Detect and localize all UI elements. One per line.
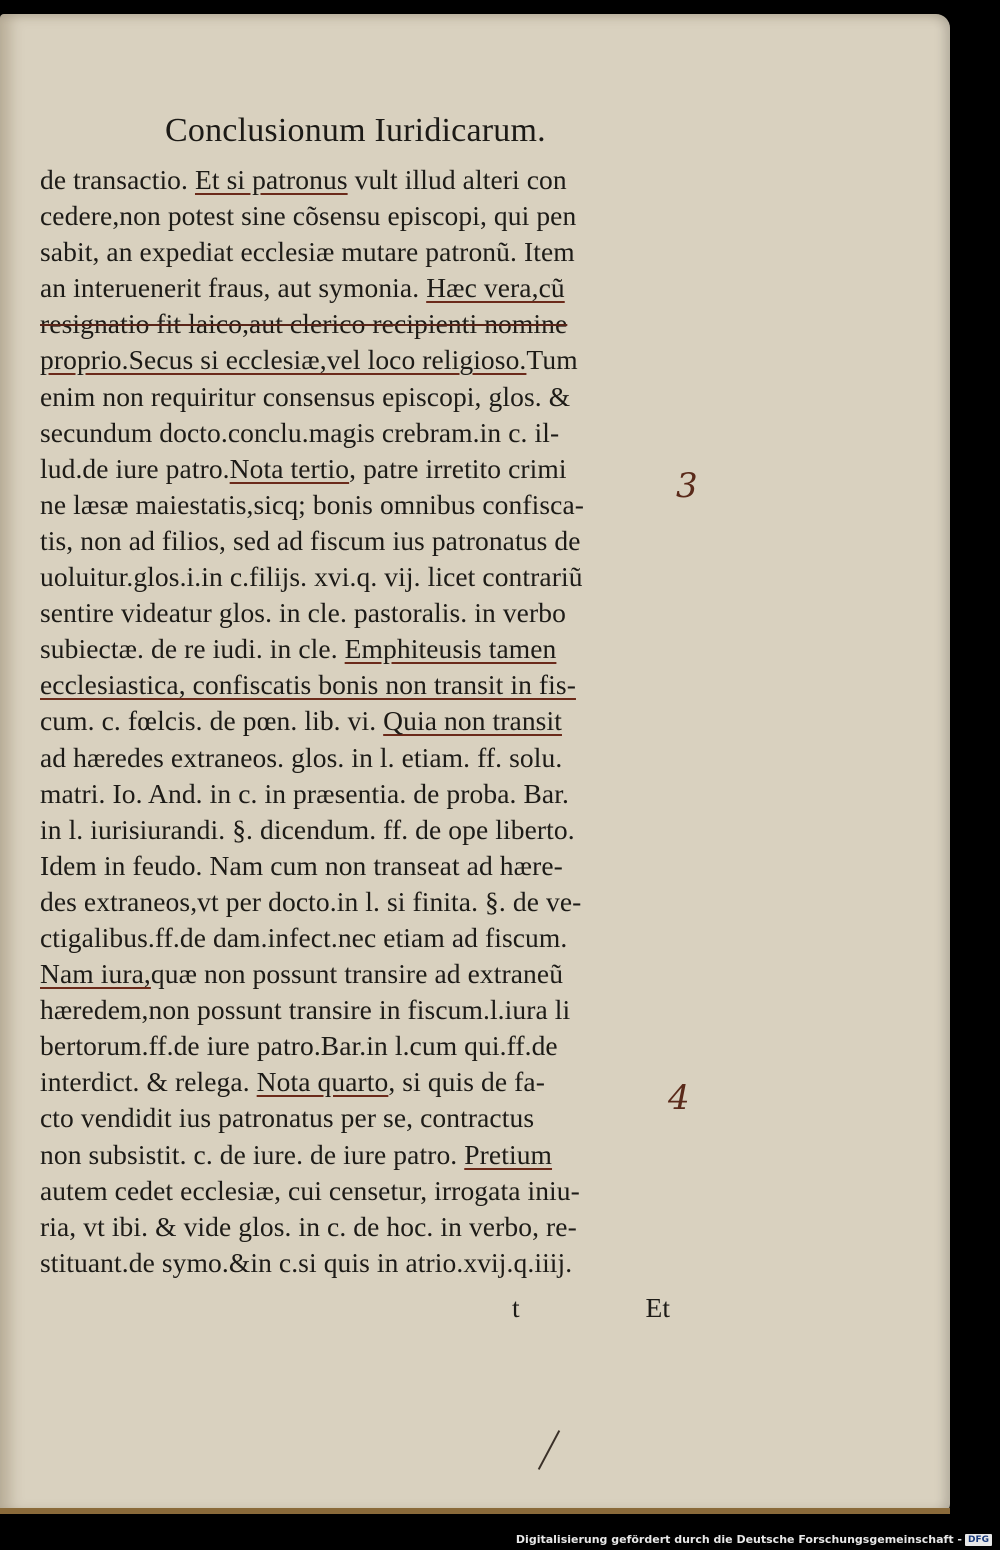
text-segment: uoluitur.glos.i.in c.filijs. xvi.q. vij. licet contrariũ (40, 561, 583, 593)
text-segment: an interuenerit fraus, aut symonia. (40, 272, 427, 304)
text-segment: de transactio. (40, 164, 195, 195)
text-line (40, 162, 680, 198)
struck-text: resignatio fit laico,aut clerico recipienti nomine (40, 308, 568, 340)
footer-text: Digitalisierung gefördert durch die Deutsche Forschungsgemeinschaft - (515, 1533, 962, 1546)
text-segment: quæ non possunt transire ad extraneũ (150, 958, 564, 990)
text-line (40, 884, 680, 920)
text-segment: tis, non ad filios, sed ad fiscum ius patronatus de (40, 524, 581, 556)
text-segment: matri. Io. And. in c. in præsentia. de proba. Bar. (40, 777, 569, 809)
text-line (40, 1028, 680, 1064)
text-line (40, 270, 680, 306)
text-line (40, 342, 680, 378)
catchword: Et (645, 1292, 670, 1323)
text-segment: , si quis de fa- (388, 1066, 545, 1098)
dfg-logo-icon: DFG (965, 1534, 992, 1546)
text-line (40, 487, 680, 523)
text-segment: vult illud alteri con (347, 164, 567, 195)
text-segment: des extraneos,vt per docto.in l. si finita. §. de ve- (40, 885, 582, 917)
text-line (40, 1173, 680, 1209)
text-line (40, 992, 680, 1028)
text-line (40, 667, 680, 703)
text-segment: cto vendidit ius patronatus per se, contractus (40, 1102, 535, 1134)
text-line (40, 1209, 680, 1245)
text-segment: ria, vt ibi. & vide glos. in c. de hoc. in verbo, re- (40, 1210, 577, 1242)
underlined-text: Nota tertio (229, 452, 350, 484)
text-line (40, 776, 680, 812)
underlined-text: Hæc vera,cũ (426, 272, 565, 304)
text-line (40, 848, 680, 884)
text-segment: bertorum.ff.de iure patro.Bar.in l.cum qui.ff.de (40, 1030, 558, 1062)
text-line (40, 812, 680, 848)
text-segment: subiectæ. de re iudi. in cle. (40, 633, 345, 665)
running-title: Conclusionum Iuridicarum. (165, 112, 546, 149)
underlined-text: Nota quarto (256, 1066, 389, 1098)
text-line (40, 1245, 680, 1281)
margin-note-4: 4 (668, 1078, 690, 1118)
text-segment: in l. iurisiurandi. §. dicendum. ff. de ope liberto. (40, 813, 575, 845)
text-segment: sabit, an expediat ecclesiæ mutare patronũ. Item (40, 236, 575, 268)
text-segment: secundum docto.conclu.magis crebram.in c. il- (40, 416, 560, 448)
text-line (40, 379, 680, 415)
text-line (40, 1064, 680, 1100)
page-edge (0, 1508, 950, 1514)
text-line (40, 1100, 680, 1136)
text-segment: ne læsæ maiestatis,sicq; bonis omnibus confisca- (40, 488, 585, 520)
footer (516, 1533, 992, 1546)
text-line (40, 523, 680, 559)
text-line (40, 306, 680, 342)
text-line (40, 1137, 680, 1173)
text-segment: interdict. & relega. (40, 1066, 257, 1098)
text-line (40, 740, 680, 776)
text-line (40, 920, 680, 956)
text-segment: sentire videatur glos. in cle. pastoralis. in verbo (40, 597, 566, 629)
text-segment: non subsistit. c. de iure. de iure patro. (40, 1138, 465, 1170)
text-segment: enim non requiritur consensus episcopi, glos. & (40, 380, 571, 412)
text-line (40, 631, 680, 667)
text-segment: ad hæredes extraneos. glos. in l. etiam. ff. solu. (40, 741, 563, 773)
underlined-text: Pretium (464, 1138, 553, 1170)
signature-mark: t (512, 1292, 520, 1323)
text-segment: cum. c. fœlcis. de pœn. lib. vi. (40, 705, 384, 737)
text-segment: stituant.de symo.&in c.si quis in atrio.xvij.q.iiij. (40, 1246, 573, 1278)
text-segment: , patre irretito crimi (349, 452, 567, 484)
underlined-text: Et si patronus (194, 164, 348, 195)
underlined-text: Emphiteusis tamen (344, 633, 557, 665)
underlined-text: Quia non transit (383, 705, 562, 737)
underlined-text: proprio.Secus si ecclesiæ,vel loco religioso. (40, 344, 527, 376)
text-line (40, 559, 680, 595)
text-line (40, 451, 680, 487)
text-line (40, 703, 680, 739)
text-line (40, 595, 680, 631)
text-segment: autem cedet ecclesiæ, cui censetur, irrogata iniu- (40, 1174, 580, 1206)
text-segment: Idem in feudo. Nam cum non transeat ad hære- (40, 849, 563, 881)
text-line (40, 234, 680, 270)
text-segment: ctigalibus.ff.de dam.infect.nec etiam ad fiscum. (40, 921, 568, 953)
text-line (40, 198, 680, 234)
text-line (40, 956, 680, 992)
text-segment: cedere,non potest sine cõsensu episcopi, qui pen (40, 200, 577, 232)
underlined-text: ecclesiastica, confiscatis bonis non transit in fis- (40, 669, 576, 701)
margin-note-3: 3 (676, 466, 698, 506)
body-text (40, 162, 680, 1281)
text-segment: lud.de iure patro. (40, 452, 230, 484)
underlined-text: Nam iura, (40, 958, 151, 990)
text-line (40, 415, 680, 451)
text-segment: Tum (526, 344, 578, 376)
catchword-line (40, 1292, 670, 1328)
text-segment: hæredem,non possunt transire in fiscum.l.iura li (40, 994, 571, 1026)
